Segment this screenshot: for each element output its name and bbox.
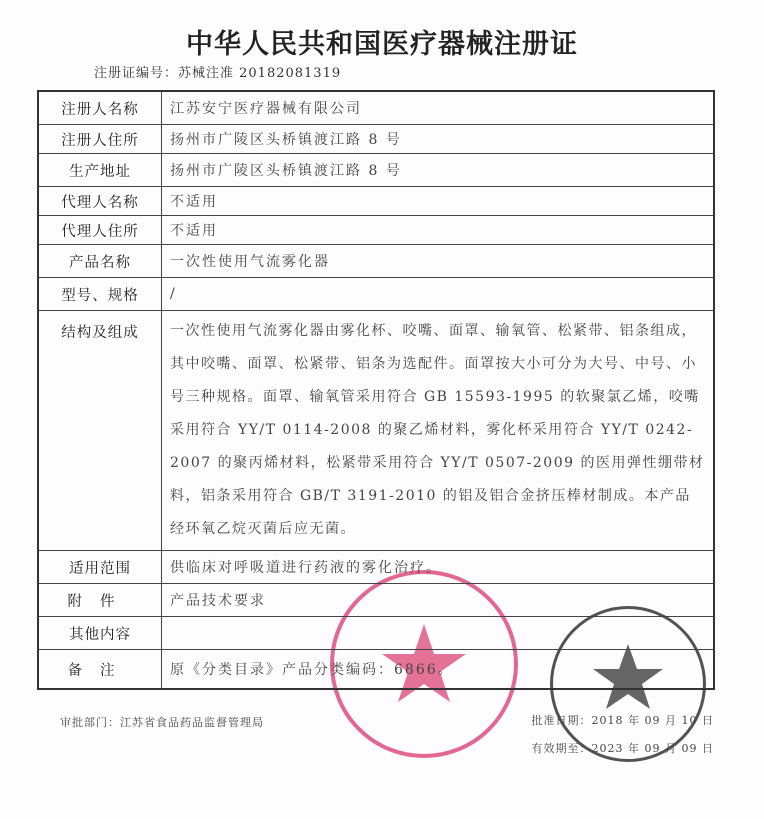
certificate-table [37, 90, 715, 690]
row-label: 代理人住所 [38, 216, 162, 245]
table-row [38, 278, 714, 311]
valid-until: 有效期至：2023 年 09 月 09 日 [531, 742, 714, 755]
row-value: 不适用 [162, 187, 715, 216]
row-value: 原《分类目录》产品分类编码：6866。 [162, 650, 715, 690]
row-label: 代理人名称 [38, 187, 162, 216]
row-label: 其他内容 [38, 617, 162, 650]
row-label: 备注 [38, 650, 162, 690]
row-label: 生产地址 [38, 154, 162, 187]
row-value [162, 617, 715, 650]
row-label: 结构及组成 [38, 311, 162, 551]
table-row [38, 187, 714, 216]
table-row [38, 311, 714, 551]
table-row [38, 91, 714, 125]
table-row [38, 650, 714, 690]
approval-authority: 审批部门：江苏省食品药品监督管理局 [60, 716, 264, 729]
approval-date: 批准日期：2018 年 09 月 10 日 [531, 714, 714, 727]
row-value: 供临床对呼吸道进行药液的雾化治疗。 [162, 551, 715, 584]
row-value: / [162, 278, 715, 311]
row-value: 不适用 [162, 216, 715, 245]
registration-number: 注册证编号：苏械注准 20182081319 [94, 66, 342, 81]
table-row [38, 216, 714, 245]
row-label: 适用范围 [38, 551, 162, 584]
row-value: 扬州市广陵区头桥镇渡江路 8 号 [162, 154, 715, 187]
row-label: 附件 [38, 584, 162, 617]
table-row [38, 125, 714, 154]
row-label: 注册人名称 [38, 91, 162, 125]
row-value: 一次性使用气流雾化器由雾化杯、咬嘴、面罩、输氧管、松紧带、铝条组成，其中咬嘴、面罩、松紧带、铝条为选配件。面罩按大小可分为大号、中号、小号三种规格。面罩、输氧管采用符合 GB 15593-1995 的软聚氯乙烯，咬嘴采用符合 YY/T 0114-2008 的聚乙烯材料，雾化杯采用符合 YY/T 0242-2007 的聚丙烯材料，松紧带采用符合 YY/T 0507-2009 的医用弹性绷带材料，铝条采用符合 GB/T 3191-2010 的铝及铝合金挤压棒材制成。本产品经环氧乙烷灭菌后应无菌。 [162, 311, 715, 551]
table-row [38, 245, 714, 278]
row-label: 型号、规格 [38, 278, 162, 311]
document-title: 中华人民共和国医疗器械注册证 [186, 29, 578, 60]
table-row [38, 154, 714, 187]
table-row [38, 617, 714, 650]
row-label: 产品名称 [38, 245, 162, 278]
row-value: 扬州市广陵区头桥镇渡江路 8 号 [162, 125, 715, 154]
row-value: 江苏安宁医疗器械有限公司 [162, 91, 715, 125]
row-label: 注册人住所 [38, 125, 162, 154]
table-row [38, 584, 714, 617]
table-row [38, 551, 714, 584]
row-value: 一次性使用气流雾化器 [162, 245, 715, 278]
row-value: 产品技术要求 [162, 584, 715, 617]
